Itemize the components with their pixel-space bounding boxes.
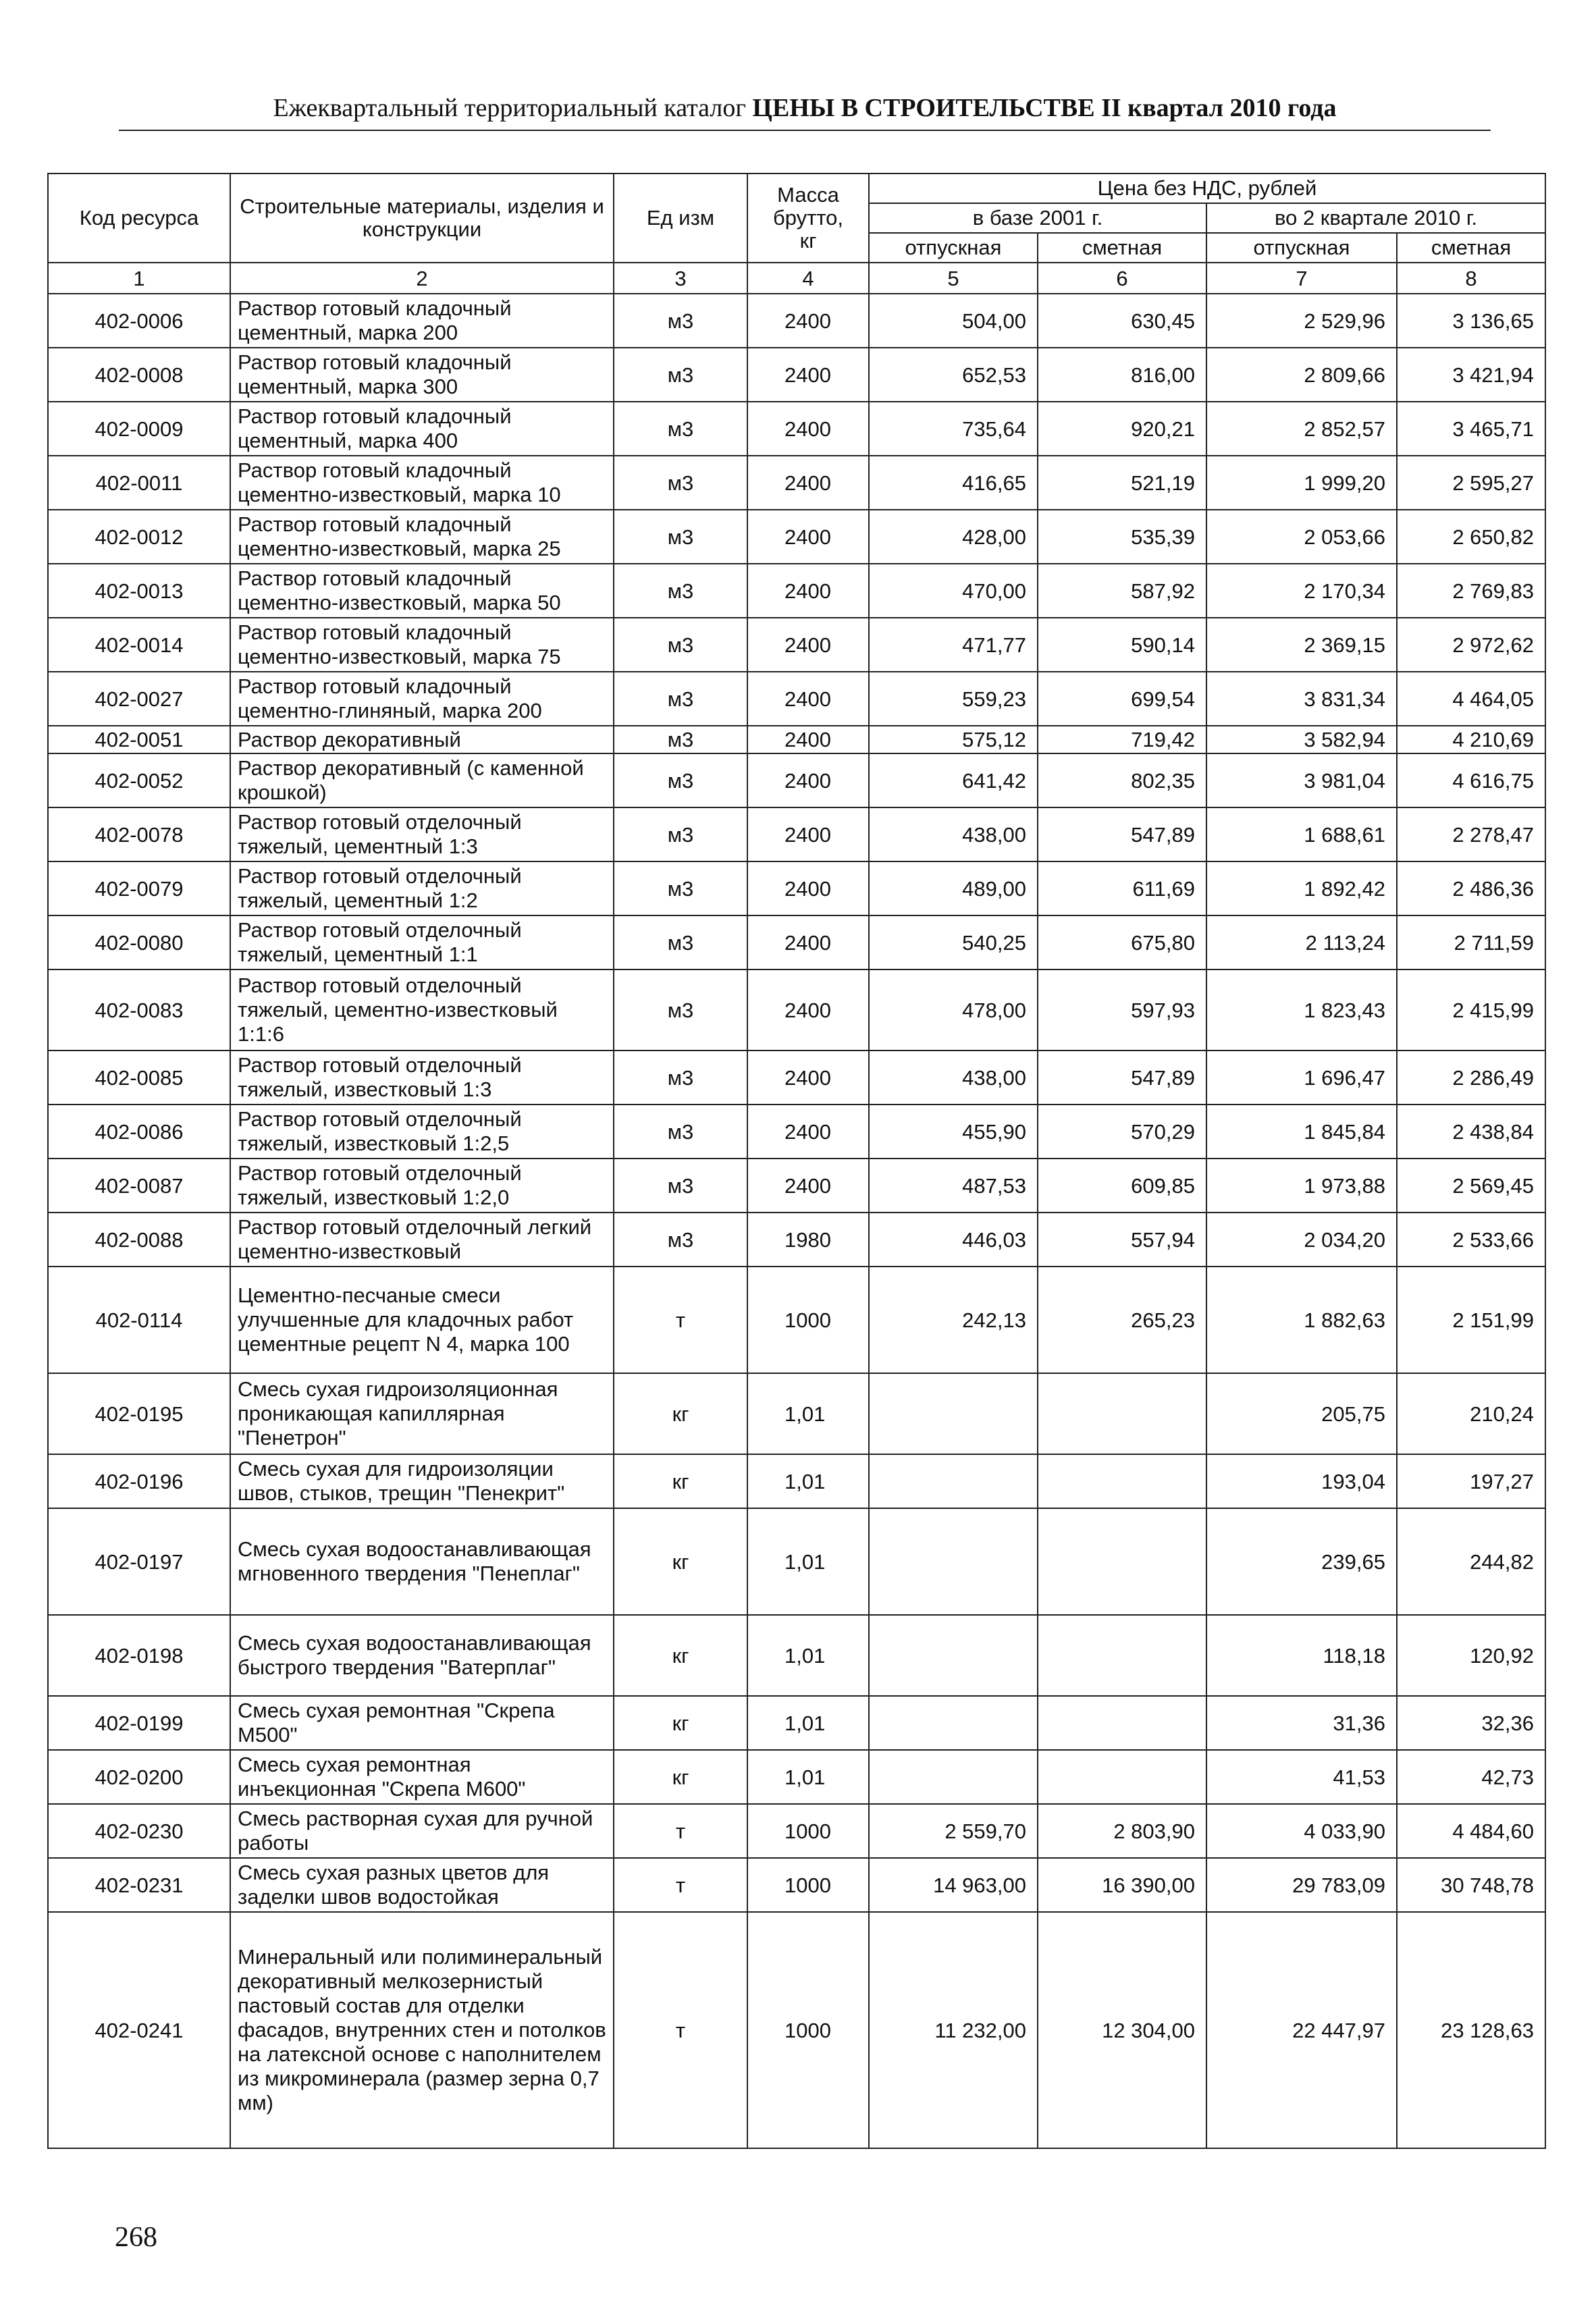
column-number: 7 [1206,263,1397,294]
gross-mass: 1000 [747,1912,869,2148]
material-name: Раствор готовый кладочный цементно-известковый, марка 10 [230,456,614,510]
current-estimate-price: 244,82 [1397,1508,1545,1615]
unit: кг [614,1373,747,1454]
base-wholesale-price: 478,00 [869,969,1038,1051]
base-wholesale-price: 735,64 [869,402,1038,456]
base-estimate-price: 570,29 [1038,1105,1206,1159]
table-row [48,807,1545,861]
gross-mass: 2400 [747,1105,869,1159]
unit: м3 [614,510,747,564]
col-header-base-estimate: сметная [1038,233,1206,263]
table-row [48,1213,1545,1267]
resource-code: 402-0080 [48,915,230,969]
base-wholesale-price: 470,00 [869,564,1038,618]
base-estimate-price: 699,54 [1038,672,1206,726]
current-estimate-price: 2 972,62 [1397,618,1545,672]
base-wholesale-price [869,1750,1038,1804]
base-estimate-price [1038,1508,1206,1615]
header-year: 2010 года [1229,94,1337,122]
current-wholesale-price: 3 981,04 [1206,753,1397,807]
header-prefix: Ежеквартальный территориальный каталог [273,94,746,122]
current-estimate-price: 197,27 [1397,1454,1545,1508]
column-number: 1 [48,263,230,294]
current-estimate-price: 2 595,27 [1397,456,1545,510]
resource-code: 402-0231 [48,1858,230,1912]
column-number: 3 [614,263,747,294]
unit: м3 [614,294,747,348]
unit: м3 [614,618,747,672]
current-wholesale-price: 118,18 [1206,1615,1397,1696]
current-estimate-price: 3 421,94 [1397,348,1545,402]
current-estimate-price: 4 210,69 [1397,726,1545,753]
current-wholesale-price: 1 845,84 [1206,1105,1397,1159]
base-wholesale-price: 2 559,70 [869,1804,1038,1858]
table-row [48,1696,1545,1750]
resource-code: 402-0083 [48,969,230,1051]
header-period: II квартал [1101,94,1224,122]
resource-code: 402-0085 [48,1051,230,1105]
base-estimate-price: 590,14 [1038,618,1206,672]
material-name: Смесь растворная сухая для ручной работы [230,1804,614,1858]
price-table [47,173,1546,2149]
header-rule [119,130,1491,131]
base-estimate-price: 816,00 [1038,348,1206,402]
current-wholesale-price: 2 170,34 [1206,564,1397,618]
base-wholesale-price: 575,12 [869,726,1038,753]
current-wholesale-price: 1 892,42 [1206,861,1397,915]
base-wholesale-price: 504,00 [869,294,1038,348]
resource-code: 402-0014 [48,618,230,672]
material-name: Смесь сухая разных цветов для заделки швов водостойкая [230,1858,614,1912]
resource-code: 402-0051 [48,726,230,753]
resource-code: 402-0196 [48,1454,230,1508]
unit: м3 [614,726,747,753]
resource-code: 402-0230 [48,1804,230,1858]
base-estimate-price [1038,1750,1206,1804]
column-number: 4 [747,263,869,294]
current-wholesale-price: 4 033,90 [1206,1804,1397,1858]
gross-mass: 2400 [747,1051,869,1105]
base-wholesale-price: 471,77 [869,618,1038,672]
current-estimate-price: 3 465,71 [1397,402,1545,456]
col-header-current-period: во 2 квартале 2010 г. [1206,203,1545,233]
col-header-unit: Ед изм [614,174,747,263]
current-wholesale-price: 1 882,63 [1206,1267,1397,1373]
current-estimate-price: 30 748,78 [1397,1858,1545,1912]
material-name: Смесь сухая ремонтная инъекционная "Скрепа М600" [230,1750,614,1804]
column-number: 2 [230,263,614,294]
unit: м3 [614,402,747,456]
material-name: Смесь сухая водоостанавливающая быстрого твердения "Ватерплаг" [230,1615,614,1696]
base-wholesale-price [869,1508,1038,1615]
column-number: 5 [869,263,1038,294]
gross-mass: 2400 [747,348,869,402]
gross-mass: 2400 [747,861,869,915]
table-row [48,1267,1545,1373]
gross-mass: 2400 [747,915,869,969]
base-wholesale-price [869,1454,1038,1508]
gross-mass: 2400 [747,672,869,726]
current-wholesale-price: 31,36 [1206,1696,1397,1750]
table-row [48,969,1545,1051]
base-wholesale-price: 416,65 [869,456,1038,510]
material-name: Раствор готовый отделочный тяжелый, известковый 1:2,5 [230,1105,614,1159]
current-estimate-price: 2 769,83 [1397,564,1545,618]
resource-code: 402-0087 [48,1159,230,1213]
table-row [48,1804,1545,1858]
base-estimate-price: 630,45 [1038,294,1206,348]
material-name: Минеральный или полиминеральный декоративный мелкозернистый пастовый состав для отделки фасадов, внутренних стен и потолков на латексной основе с наполнителем из микроминерала (размер зерна 0,7 мм) [230,1912,614,2148]
resource-code: 402-0013 [48,564,230,618]
header-title: ЦЕНЫ В СТРОИТЕЛЬСТВЕ [752,94,1095,122]
resource-code: 402-0197 [48,1508,230,1615]
unit: м3 [614,861,747,915]
table-row [48,1051,1545,1105]
gross-mass: 2400 [747,510,869,564]
current-estimate-price: 2 569,45 [1397,1159,1545,1213]
unit: м3 [614,969,747,1051]
base-estimate-price: 557,94 [1038,1213,1206,1267]
unit: м3 [614,753,747,807]
current-estimate-price: 4 484,60 [1397,1804,1545,1858]
current-wholesale-price: 2 034,20 [1206,1213,1397,1267]
table-row [48,1858,1545,1912]
table-row [48,456,1545,510]
material-name: Смесь сухая для гидроизоляции швов, стыков, трещин "Пенекрит" [230,1454,614,1508]
table-row [48,1508,1545,1615]
resource-code: 402-0198 [48,1615,230,1696]
base-wholesale-price: 446,03 [869,1213,1038,1267]
col-header-price-group: Цена без НДС, рублей [869,174,1545,203]
gross-mass: 2400 [747,618,869,672]
current-estimate-price: 4 616,75 [1397,753,1545,807]
mass-header-line3: кг [799,229,817,252]
base-estimate-price: 547,89 [1038,1051,1206,1105]
unit: м3 [614,1105,747,1159]
column-number: 6 [1038,263,1206,294]
current-wholesale-price: 1 999,20 [1206,456,1397,510]
base-estimate-price: 597,93 [1038,969,1206,1051]
base-wholesale-price [869,1615,1038,1696]
unit: м3 [614,807,747,861]
current-estimate-price: 210,24 [1397,1373,1545,1454]
material-name: Смесь сухая гидроизоляционная проникающая капиллярная "Пенетрон" [230,1373,614,1454]
resource-code: 402-0199 [48,1696,230,1750]
resource-code: 402-0195 [48,1373,230,1454]
base-estimate-price: 2 803,90 [1038,1804,1206,1858]
col-header-name: Строительные материалы, изделия и конструкции [230,174,614,263]
table-row [48,1105,1545,1159]
material-name: Раствор готовый кладочный цементный, марка 200 [230,294,614,348]
current-estimate-price: 2 711,59 [1397,915,1545,969]
gross-mass: 1,01 [747,1454,869,1508]
table-row [48,564,1545,618]
base-estimate-price [1038,1696,1206,1750]
gross-mass: 2400 [747,402,869,456]
material-name: Раствор декоративный (с каменной крошкой) [230,753,614,807]
material-name: Раствор готовый отделочный легкий цементно-известковый [230,1213,614,1267]
base-estimate-price: 675,80 [1038,915,1206,969]
base-wholesale-price: 455,90 [869,1105,1038,1159]
gross-mass: 1000 [747,1804,869,1858]
resource-code: 402-0009 [48,402,230,456]
base-wholesale-price [869,1696,1038,1750]
base-estimate-price: 609,85 [1038,1159,1206,1213]
current-estimate-price: 2 438,84 [1397,1105,1545,1159]
base-wholesale-price: 489,00 [869,861,1038,915]
unit: кг [614,1696,747,1750]
resource-code: 402-0011 [48,456,230,510]
gross-mass: 1,01 [747,1750,869,1804]
gross-mass: 2400 [747,456,869,510]
current-wholesale-price: 239,65 [1206,1508,1397,1615]
unit: т [614,1858,747,1912]
table-row [48,1750,1545,1804]
current-wholesale-price: 3 831,34 [1206,672,1397,726]
current-estimate-price: 4 464,05 [1397,672,1545,726]
current-wholesale-price: 1 696,47 [1206,1051,1397,1105]
base-estimate-price: 802,35 [1038,753,1206,807]
current-wholesale-price: 2 529,96 [1206,294,1397,348]
gross-mass: 1980 [747,1213,869,1267]
base-estimate-price [1038,1373,1206,1454]
material-name: Раствор готовый отделочный тяжелый, известковый 1:2,0 [230,1159,614,1213]
table-row [48,1159,1545,1213]
gross-mass: 2400 [747,1159,869,1213]
col-header-current-wholesale: отпускная [1206,233,1397,263]
base-estimate-price: 12 304,00 [1038,1912,1206,2148]
current-wholesale-price: 1 688,61 [1206,807,1397,861]
unit: м3 [614,915,747,969]
base-wholesale-price: 559,23 [869,672,1038,726]
unit: м3 [614,1159,747,1213]
current-wholesale-price: 2 053,66 [1206,510,1397,564]
resource-code: 402-0086 [48,1105,230,1159]
material-name: Раствор готовый кладочный цементный, марка 400 [230,402,614,456]
current-wholesale-price: 41,53 [1206,1750,1397,1804]
base-wholesale-price: 428,00 [869,510,1038,564]
gross-mass: 1000 [747,1267,869,1373]
col-header-mass [747,174,869,263]
table-row [48,1615,1545,1696]
base-estimate-price: 535,39 [1038,510,1206,564]
base-estimate-price: 547,89 [1038,807,1206,861]
base-wholesale-price [869,1373,1038,1454]
unit: кг [614,1508,747,1615]
base-wholesale-price: 641,42 [869,753,1038,807]
gross-mass: 1,01 [747,1615,869,1696]
current-estimate-price: 2 286,49 [1397,1051,1545,1105]
gross-mass: 2400 [747,726,869,753]
mass-header-line2: брутто, [772,206,844,230]
material-name: Раствор готовый отделочный тяжелый, цементно-известковый 1:1:6 [230,969,614,1051]
unit: м3 [614,1213,747,1267]
gross-mass: 1,01 [747,1373,869,1454]
base-estimate-price: 521,19 [1038,456,1206,510]
material-name: Раствор готовый кладочный цементно-известковый, марка 25 [230,510,614,564]
gross-mass: 2400 [747,564,869,618]
page-number: 268 [115,2222,157,2253]
current-wholesale-price: 2 809,66 [1206,348,1397,402]
unit: м3 [614,672,747,726]
current-wholesale-price: 1 823,43 [1206,969,1397,1051]
current-wholesale-price: 205,75 [1206,1373,1397,1454]
current-wholesale-price: 2 369,15 [1206,618,1397,672]
base-estimate-price [1038,1615,1206,1696]
material-name: Смесь сухая ремонтная "Скрепа М500" [230,1696,614,1750]
current-estimate-price: 23 128,63 [1397,1912,1545,2148]
base-estimate-price: 265,23 [1038,1267,1206,1373]
base-estimate-price: 16 390,00 [1038,1858,1206,1912]
table-row [48,618,1545,672]
col-header-base-period: в базе 2001 г. [869,203,1206,233]
resource-code: 402-0114 [48,1267,230,1373]
header-row-1 [48,174,1545,203]
current-estimate-price: 42,73 [1397,1750,1545,1804]
table-row [48,348,1545,402]
base-estimate-price: 611,69 [1038,861,1206,915]
resource-code: 402-0200 [48,1750,230,1804]
material-name: Раствор готовый отделочный тяжелый, цементный 1:1 [230,915,614,969]
unit: м3 [614,1051,747,1105]
base-wholesale-price: 242,13 [869,1267,1038,1373]
unit: т [614,1804,747,1858]
table-row [48,1373,1545,1454]
table-row [48,402,1545,456]
gross-mass: 2400 [747,969,869,1051]
base-wholesale-price: 11 232,00 [869,1912,1038,2148]
resource-code: 402-0078 [48,807,230,861]
gross-mass: 2400 [747,294,869,348]
current-estimate-price: 32,36 [1397,1696,1545,1750]
current-wholesale-price: 3 582,94 [1206,726,1397,753]
current-estimate-price: 2 533,66 [1397,1213,1545,1267]
resource-code: 402-0079 [48,861,230,915]
material-name: Раствор готовый отделочный тяжелый, цементный 1:2 [230,861,614,915]
unit: кг [614,1750,747,1804]
material-name: Смесь сухая водоостанавливающая мгновенного твердения "Пенеплаг" [230,1508,614,1615]
material-name: Раствор декоративный [230,726,614,753]
resource-code: 402-0241 [48,1912,230,2148]
table-row [48,672,1545,726]
unit: кг [614,1454,747,1508]
unit: кг [614,1615,747,1696]
material-name: Раствор готовый кладочный цементно-глиняный, марка 200 [230,672,614,726]
current-wholesale-price: 22 447,97 [1206,1912,1397,2148]
current-estimate-price: 2 650,82 [1397,510,1545,564]
table-row [48,915,1545,969]
base-wholesale-price: 438,00 [869,1051,1038,1105]
base-estimate-price: 587,92 [1038,564,1206,618]
column-number: 8 [1397,263,1545,294]
current-wholesale-price: 193,04 [1206,1454,1397,1508]
table-row [48,294,1545,348]
mass-header-line1: Масса [777,183,839,207]
material-name: Цементно-песчаные смеси улучшенные для кладочных работ цементные рецепт N 4, марка 100 [230,1267,614,1373]
unit: м3 [614,564,747,618]
table-row [48,861,1545,915]
current-estimate-price: 2 415,99 [1397,969,1545,1051]
resource-code: 402-0012 [48,510,230,564]
resource-code: 402-0052 [48,753,230,807]
table-row [48,1912,1545,2148]
current-estimate-price: 2 278,47 [1397,807,1545,861]
material-name: Раствор готовый кладочный цементно-известковый, марка 50 [230,564,614,618]
table-row [48,753,1545,807]
unit: м3 [614,456,747,510]
material-name: Раствор готовый кладочный цементный, марка 300 [230,348,614,402]
base-wholesale-price: 652,53 [869,348,1038,402]
col-header-current-estimate: сметная [1397,233,1545,263]
table-row [48,1454,1545,1508]
table-row [48,726,1545,753]
col-header-base-wholesale: отпускная [869,233,1038,263]
current-estimate-price: 3 136,65 [1397,294,1545,348]
material-name: Раствор готовый кладочный цементно-известковый, марка 75 [230,618,614,672]
resource-code: 402-0008 [48,348,230,402]
resource-code: 402-0027 [48,672,230,726]
gross-mass: 1,01 [747,1696,869,1750]
unit: т [614,1912,747,2148]
gross-mass: 1000 [747,1858,869,1912]
material-name: Раствор готовый отделочный тяжелый, известковый 1:3 [230,1051,614,1105]
unit: т [614,1267,747,1373]
current-estimate-price: 120,92 [1397,1615,1545,1696]
current-estimate-price: 2 486,36 [1397,861,1545,915]
base-wholesale-price: 14 963,00 [869,1858,1038,1912]
base-wholesale-price: 487,53 [869,1159,1038,1213]
table-body [48,294,1545,2148]
current-wholesale-price: 1 973,88 [1206,1159,1397,1213]
gross-mass: 2400 [747,807,869,861]
resource-code: 402-0088 [48,1213,230,1267]
base-wholesale-price: 540,25 [869,915,1038,969]
column-number-row [48,263,1545,294]
unit: м3 [614,348,747,402]
base-wholesale-price: 438,00 [869,807,1038,861]
base-estimate-price: 920,21 [1038,402,1206,456]
table-row [48,510,1545,564]
base-estimate-price [1038,1454,1206,1508]
gross-mass: 2400 [747,753,869,807]
resource-code: 402-0006 [48,294,230,348]
base-estimate-price: 719,42 [1038,726,1206,753]
catalog-header [119,93,1491,123]
current-estimate-price: 2 151,99 [1397,1267,1545,1373]
current-wholesale-price: 29 783,09 [1206,1858,1397,1912]
current-wholesale-price: 2 852,57 [1206,402,1397,456]
col-header-code: Код ресурса [48,174,230,263]
material-name: Раствор готовый отделочный тяжелый, цементный 1:3 [230,807,614,861]
gross-mass: 1,01 [747,1508,869,1615]
current-wholesale-price: 2 113,24 [1206,915,1397,969]
